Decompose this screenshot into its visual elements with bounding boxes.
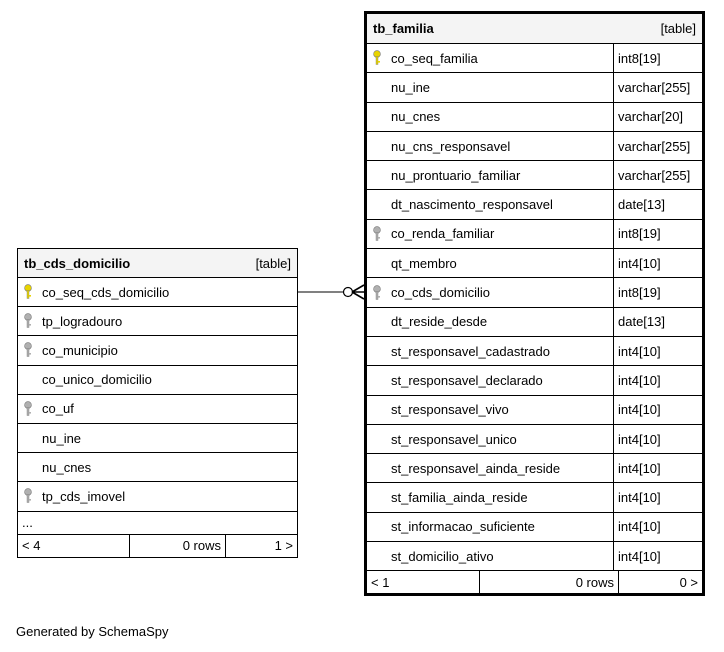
- key-slot: [367, 483, 387, 511]
- foreign-key-icon: [367, 220, 387, 248]
- key-slot: [367, 337, 387, 365]
- column-name: st_familia_ainda_reside: [387, 483, 614, 511]
- column-row[interactable]: [367, 220, 702, 249]
- table-type: [table]: [255, 255, 291, 271]
- table-tb-cds-domicilio[interactable]: [17, 248, 298, 558]
- column-type: int4[10]: [618, 460, 661, 476]
- column-name: nu_ine: [387, 73, 614, 101]
- column-name: st_domicilio_ativo: [387, 542, 614, 570]
- column-row[interactable]: [18, 424, 297, 453]
- column-row[interactable]: [367, 396, 702, 425]
- key-slot: [367, 513, 387, 541]
- column-row[interactable]: [367, 483, 702, 512]
- column-row[interactable]: [367, 513, 702, 542]
- column-name: nu_cnes: [42, 459, 92, 475]
- column-row[interactable]: [367, 308, 702, 337]
- column-type: int8[19]: [618, 50, 661, 66]
- table-header: [367, 14, 702, 44]
- column-type: int4[10]: [618, 343, 661, 359]
- column-name: st_responsavel_unico: [387, 425, 614, 453]
- column-type: int4[10]: [618, 372, 661, 388]
- column-name: tp_cds_imovel: [42, 488, 126, 504]
- column-row[interactable]: [18, 336, 297, 365]
- table-name[interactable]: tb_familia: [373, 21, 434, 36]
- column-name: dt_reside_desde: [387, 308, 614, 336]
- column-row[interactable]: [18, 307, 297, 336]
- column-row[interactable]: [367, 190, 702, 219]
- column-row[interactable]: [367, 337, 702, 366]
- table-footer: [18, 535, 297, 557]
- column-row[interactable]: [367, 44, 702, 73]
- foreign-key-icon: [367, 278, 387, 306]
- primary-key-icon: [18, 278, 38, 306]
- column-name: co_renda_familiar: [387, 220, 614, 248]
- column-row[interactable]: [367, 278, 702, 307]
- column-type: date[13]: [618, 197, 665, 213]
- table-header: [18, 249, 297, 278]
- table-type: [table]: [660, 21, 696, 36]
- column-row[interactable]: [367, 132, 702, 161]
- key-slot: [367, 161, 387, 189]
- column-name: st_responsavel_cadastrado: [387, 337, 614, 365]
- column-name: dt_nascimento_responsavel: [387, 190, 614, 218]
- key-slot: [367, 366, 387, 394]
- key-slot: [18, 424, 38, 452]
- key-slot: [367, 103, 387, 131]
- column-name: co_uf: [42, 401, 74, 417]
- column-row[interactable]: [367, 73, 702, 102]
- column-row[interactable]: [18, 482, 297, 511]
- column-name: qt_membro: [387, 249, 614, 277]
- column-name: co_cds_domicilio: [387, 278, 614, 306]
- column-row[interactable]: [18, 395, 297, 424]
- column-type: varchar[20]: [618, 109, 684, 125]
- row-count: 0 rows: [480, 571, 619, 593]
- key-slot: [367, 425, 387, 453]
- column-name: co_seq_cds_domicilio: [42, 284, 170, 300]
- primary-key-icon: [367, 44, 387, 72]
- column-type: date[13]: [618, 314, 665, 330]
- generated-by-text: Generated by SchemaSpy: [16, 624, 169, 639]
- parents-count[interactable]: 1 >: [274, 538, 293, 553]
- column-row[interactable]: [18, 453, 297, 482]
- column-type: int4[10]: [618, 548, 661, 564]
- column-row[interactable]: [367, 366, 702, 395]
- foreign-key-icon: [18, 482, 38, 510]
- parents-count[interactable]: 0 >: [679, 574, 698, 590]
- table-footer: [367, 571, 702, 593]
- key-slot: [367, 454, 387, 482]
- column-name: nu_cns_responsavel: [387, 132, 614, 160]
- column-row[interactable]: [367, 249, 702, 278]
- column-type: int8[19]: [618, 285, 661, 301]
- more-columns: ...: [18, 512, 297, 535]
- column-type: int8[19]: [618, 226, 661, 242]
- column-row[interactable]: [367, 161, 702, 190]
- column-name: st_responsavel_declarado: [387, 366, 614, 394]
- column-name: co_municipio: [42, 342, 118, 358]
- column-row[interactable]: [18, 278, 297, 307]
- column-type: int4[10]: [618, 519, 661, 535]
- column-name: nu_cnes: [387, 103, 614, 131]
- column-type: int4[10]: [618, 255, 661, 271]
- key-slot: [367, 73, 387, 101]
- row-count: 0 rows: [130, 535, 226, 557]
- column-type: int4[10]: [618, 431, 661, 447]
- key-slot: [18, 366, 38, 394]
- key-slot: [367, 396, 387, 424]
- foreign-key-icon: [18, 395, 38, 423]
- foreign-key-icon: [18, 307, 38, 335]
- column-row[interactable]: [367, 542, 702, 571]
- foreign-key-icon: [18, 336, 38, 364]
- column-name: st_responsavel_ainda_reside: [387, 454, 614, 482]
- column-type: varchar[255]: [618, 79, 691, 95]
- key-slot: [367, 308, 387, 336]
- column-type: varchar[255]: [618, 138, 691, 154]
- key-slot: [367, 542, 387, 570]
- column-name: nu_prontuario_familiar: [387, 161, 614, 189]
- column-name: nu_ine: [42, 430, 82, 446]
- column-row[interactable]: [367, 103, 702, 132]
- column-type: varchar[255]: [618, 167, 691, 183]
- children-count[interactable]: < 4: [18, 535, 130, 557]
- key-slot: [18, 453, 38, 481]
- children-count[interactable]: < 1: [367, 571, 480, 593]
- column-type: int4[10]: [618, 490, 661, 506]
- column-name: co_seq_familia: [387, 44, 614, 72]
- key-slot: [367, 249, 387, 277]
- column-name: st_informacao_suficiente: [387, 513, 614, 541]
- table-name[interactable]: tb_cds_domicilio: [24, 255, 131, 271]
- column-row[interactable]: [18, 366, 297, 395]
- column-row[interactable]: [367, 425, 702, 454]
- key-slot: [367, 132, 387, 160]
- column-name: tp_logradouro: [42, 313, 123, 329]
- key-slot: [367, 190, 387, 218]
- table-tb-familia[interactable]: [364, 11, 705, 596]
- column-row[interactable]: [367, 454, 702, 483]
- column-name: co_unico_domicilio: [42, 372, 152, 388]
- column-type: int4[10]: [618, 402, 661, 418]
- column-name: st_responsavel_vivo: [387, 396, 614, 424]
